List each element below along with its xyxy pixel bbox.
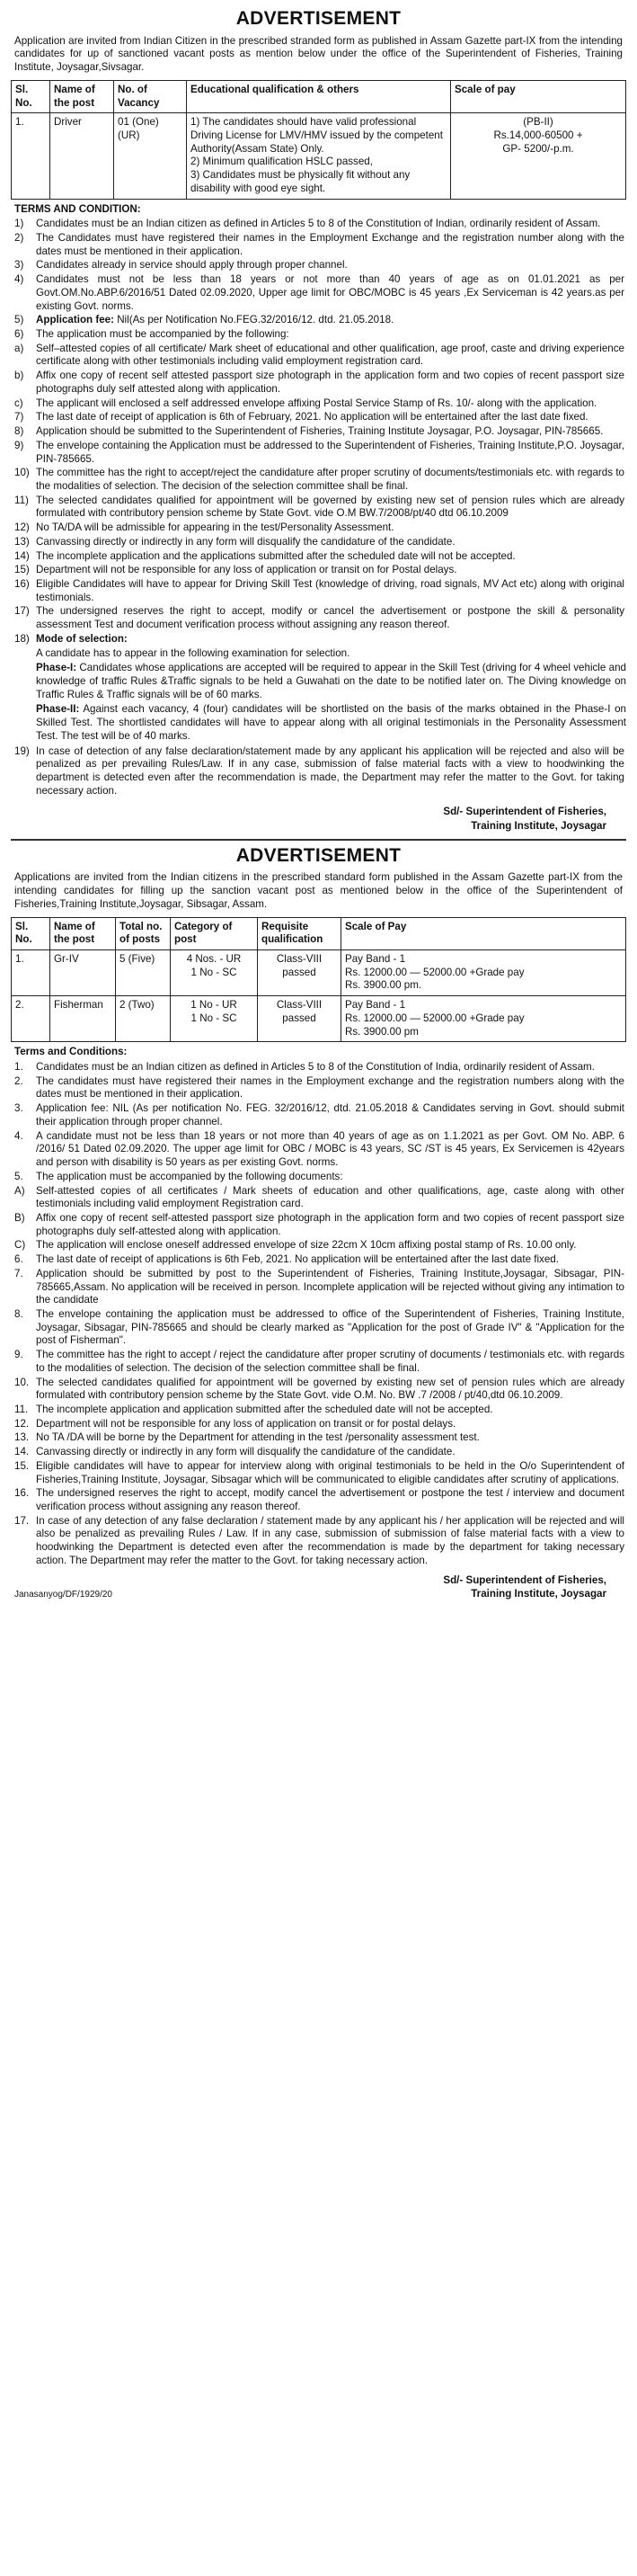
pay-line: Pay Band - 1 xyxy=(345,999,406,1012)
ad1-table-header xyxy=(12,80,626,112)
ad1-row-vacancy: 01 (One) (UR) xyxy=(114,113,187,199)
list-item xyxy=(11,397,624,411)
term-text: The application will enclose oneself addressed envelope of size 22cm X 10cm affixing postal stamp of Rs. 10.00 only. xyxy=(36,1239,577,1252)
sign-line: Sd/- Superintendent of Fisheries, xyxy=(443,806,606,818)
ad2-row-total: 2 (Two) xyxy=(116,996,171,1042)
term-number: 18) xyxy=(14,632,30,645)
term-number: b) xyxy=(14,370,24,382)
term-text: No TA /DA will be borne by the Department for attending in the test /personality assessment test. xyxy=(36,1431,480,1444)
term-number: 13. xyxy=(14,1431,30,1444)
term-text: In case of detection of any false declaration/statement made by any applicant his application will be rejected and also will be penalized as per prevailing Rules/Law. If in any case, submission of false material facts with a view to hoodwinking the department is detected even after the recommendation is made, the Department may refer the matter to the Govt. for taking necessary action. xyxy=(36,744,624,797)
ad1-vacancy-table xyxy=(11,80,626,200)
list-item xyxy=(11,370,624,396)
ad2-row-qualification xyxy=(258,996,341,1042)
term-number: 6. xyxy=(14,1253,23,1266)
qual-line: 1) The candidates should have valid professional Driving License for LMV/HMV issued by the competent Authority(Assam State) Only. xyxy=(190,116,443,155)
pay-line: Pay Band - 1 xyxy=(345,953,406,965)
ad2-col-qualification: Requisite qualification xyxy=(258,917,341,949)
term-text: The application must be accompanied by the following: xyxy=(36,328,289,341)
qual-line: passed xyxy=(282,1012,316,1024)
term-number: 13) xyxy=(14,535,30,548)
list-item xyxy=(11,314,624,327)
list-item xyxy=(11,1460,624,1486)
list-item xyxy=(11,343,624,369)
ad1-term-19 xyxy=(11,745,626,798)
ad1-row-sl: 1. xyxy=(12,113,50,199)
sign-line: Sd/- Superintendent of Fisheries, xyxy=(443,1573,606,1586)
ad2-row-sl: 2. xyxy=(12,996,50,1042)
list-item xyxy=(11,218,624,231)
term-text: The last date of receipt of application is 6th of February, 2021. No application will be entertained after the last date fixed. xyxy=(36,411,588,423)
phase-2-label: Phase-II: xyxy=(36,703,80,716)
term-text: The incomplete application and application submitted after the scheduled date will not be accepted. xyxy=(36,1404,493,1415)
term-text: Application should be submitted to the Superintendent of Fisheries, Training Institute Joysagar, P.O. Joysagar, PIN-785665. xyxy=(36,425,604,438)
advertisement-grade-iv-fisherman xyxy=(11,844,626,1601)
ad2-row-post: Gr-IV xyxy=(50,950,116,996)
term-text: Candidates must be an Indian citizen as defined in Articles 5 to 8 of the Constitution of India, ordinarily resident of Assam. xyxy=(36,1061,595,1074)
pay-line: Rs. 3900.00 pm xyxy=(345,1025,419,1038)
ad1-signature xyxy=(11,805,606,833)
term-number: 11) xyxy=(14,494,29,506)
ad2-row-qualification xyxy=(258,950,341,996)
term-text: The envelope containing the application must be addressed to office of the Superintendent of Fisheries, Training Institute, Joysagar, Sibsagar, PIN-785665 and should be clearly marked as "Application for the post of Grade IV" & "Application for the post of Fisherman". xyxy=(36,1307,624,1347)
term-text: The committee has the right to accept / reject the candidature after proper scrutiny of documents / testimonials etc. with regards to the modalities of selection. The decision of the selection committee shall be final. xyxy=(36,1349,624,1374)
term-number: 8. xyxy=(14,1307,23,1320)
ad1-col-pay: Scale of pay xyxy=(451,80,626,112)
list-item xyxy=(11,564,624,577)
term-number: 1) xyxy=(14,218,24,230)
ad1-terms-list xyxy=(11,218,626,646)
ad2-col-post: Name of the post xyxy=(50,917,116,949)
term-text: The selected candidates qualified for appointment will be governed by existing new set of pension rules which are already formulated with contributory pension scheme by State Govt. vide O.M BW.7/2008/pt/40 dtd 06.10.2009 xyxy=(36,494,624,520)
ad2-col-slno: Sl. No. xyxy=(12,917,50,949)
term-number: 3) xyxy=(14,259,24,272)
pay-line: Rs.14,000-60500 + xyxy=(493,129,583,141)
term-lead: Application fee: xyxy=(36,314,118,326)
advertisement-driver xyxy=(11,7,626,833)
term-text xyxy=(36,633,624,646)
pay-line: GP- 5200/-p.m. xyxy=(502,142,574,155)
list-item xyxy=(11,495,624,521)
phase-2 xyxy=(36,703,626,743)
term-number: 8) xyxy=(14,425,24,438)
term-text: Self-attested copies of all certificates / Mark sheets of education and other qualifications, age, caste along with other testimonials including valid employment Registration card. xyxy=(36,1184,624,1210)
term-text: Canvassing directly or indirectly in any form will disqualify the candidature of the candidate. xyxy=(36,535,456,548)
list-item xyxy=(11,1130,624,1170)
sign-line: Training Institute, Joysagar xyxy=(471,1588,606,1600)
table-row xyxy=(12,996,626,1042)
ad1-col-qualification: Educational qualification & others xyxy=(187,80,451,112)
ad2-row-post: Fisherman xyxy=(50,996,116,1042)
table-row xyxy=(12,950,626,996)
ad2-row-pay xyxy=(341,996,626,1042)
term-number: 4. xyxy=(14,1129,23,1142)
list-item xyxy=(11,1239,624,1252)
reference-number: Janasanyog/DF/1929/20 xyxy=(14,1590,112,1600)
qual-line: Class-VIII xyxy=(276,953,323,965)
list-item xyxy=(11,1431,624,1445)
term-number: 14. xyxy=(14,1446,30,1458)
ad2-col-category: Category of post xyxy=(171,917,258,949)
list-item xyxy=(11,1102,624,1128)
sign-line: Training Institute, Joysagar xyxy=(471,820,606,833)
list-item xyxy=(11,1487,624,1513)
term-text: The last date of receipt of applications is 6th Feb, 2021. No application will be entertained after the last date fixed. xyxy=(36,1253,559,1266)
term-number: 17) xyxy=(14,605,30,618)
pay-line: (PB-II) xyxy=(523,116,553,129)
list-item xyxy=(11,578,624,604)
term-number: 15. xyxy=(14,1459,30,1472)
ad1-row-post: Driver xyxy=(50,113,114,199)
ad2-footer xyxy=(14,1573,623,1601)
term-text: Self–attested copies of all certificate/ Mark sheet of educational and other qualification, age proof, caste and driving experience certificate along with other testimonials including valid employment registration card. xyxy=(36,342,624,368)
qual-line: Class-VIII xyxy=(276,999,323,1012)
term-text: Application should be submitted by post to the Superintendent of Fisheries, Training Institute,Joysagar, Sibsagar, PIN-785665,Assam. No application will be received in person. Incomplete application will be rejected without giving any intimation to the candidate xyxy=(36,1267,624,1306)
list-item xyxy=(11,633,624,646)
phase-2-text: Against each vacancy, 4 (four) candidates will be shortlisted on the basis of the marks obtained in the Phase-I on Skilled Test. The shortlisted candidates will have to appear along with all original testimonials in the Personality Assessment Test. The test will be of 40 marks. xyxy=(36,703,626,742)
term-number: a) xyxy=(14,342,24,354)
advertisement-page xyxy=(11,0,626,1601)
list-item xyxy=(11,1268,624,1307)
term-number: 11. xyxy=(14,1404,29,1415)
list-item xyxy=(11,1185,624,1211)
term-text: A candidate must not be less than 18 years or not more than 40 years of age as on 1.1.2021 as per Govt. OM No. ABP. 6 /2016/ 51 Dated 02.09.2020. The upper age limit for OBC / MOBC is 43 years, SC /ST is 45 years, Ex Servicemen is 42years and person with disability is 50 years as per existing Govt. norms. xyxy=(36,1129,624,1169)
list-item xyxy=(11,605,624,631)
term-number: 10. xyxy=(14,1376,30,1388)
term-text: Department will not be responsible for any loss of application on transit or for postal delays. xyxy=(36,1417,456,1430)
ad1-col-vacancy: No. of Vacancy xyxy=(114,80,187,112)
term-number: A) xyxy=(14,1184,25,1197)
list-item xyxy=(11,1418,624,1431)
list-item xyxy=(11,1061,624,1074)
list-item xyxy=(11,1171,624,1184)
term-number: 5. xyxy=(14,1170,23,1182)
list-item xyxy=(11,273,624,313)
ad2-row-total: 5 (Five) xyxy=(116,950,171,996)
category-line: 4 Nos. - UR xyxy=(186,953,242,965)
pay-line: Rs. 12000.00 — 52000.00 +Grade pay xyxy=(345,1012,525,1024)
term-text: Candidates already in service should apply through proper channel. xyxy=(36,259,348,272)
list-item xyxy=(11,1075,624,1101)
term-text: The undersigned reserves the right to accept, modify or cancel the advertisement or postpone the skill & personality assessment Test and document verification process without assigning any reason thereof. xyxy=(36,605,624,631)
ad2-signature xyxy=(443,1573,606,1601)
term-number: 17. xyxy=(14,1514,30,1527)
term-number: 10) xyxy=(14,467,30,479)
term-text: Eligible Candidates will have to appear for Driving Skill Test (knowledge of driving, road signals, MV Act etc) along with original testimonials. xyxy=(36,577,624,603)
phase-1-text: Candidates whose applications are accepted will be required to appear in the Skill Test (driving for 4 wheel vehicle and knowledge of traffic Rules &Traffic signals to be held a Guwahati on the date to be notified later on. The Diving knowledge on Traffic Rules & Traffic signals will be of 60 marks. xyxy=(36,662,626,700)
term-text: The Candidates must have registered their names in the Employment Exchange and the registration number along with the dates must be mentioned in their application. xyxy=(36,232,624,257)
qual-line: passed xyxy=(282,966,316,978)
ad1-row-qualification xyxy=(187,113,451,199)
ad2-intro: Applications are invited from the Indian citizens in the prescribed standard form published in the Assam Gazette part-IX from the intending candidates for filling up the sanction vacant post as mentioned below in the office of the Superintendent of Fisheries,Training Institute,Joysagar, Sibsagar, Assam. xyxy=(14,871,623,910)
term-text: Canvassing directly or indirectly in any form will disqualify the candidature of the candidate. xyxy=(36,1446,456,1458)
list-item xyxy=(11,1446,624,1459)
ad1-title: ADVERTISEMENT xyxy=(235,8,402,29)
phase-1 xyxy=(36,662,626,701)
term-text: Candidates must not be less than 18 years or not more than 40 years of age as on 01.01.2021 as per Govt.OM.No.ABP.6/2016/51 Dated 02.09.2020, Upper age limit for OBC/MOBC is 45 years ,Ex Serviceman is 42 years.as per existing Govt. norms. xyxy=(36,273,624,312)
term-number: 5) xyxy=(14,314,24,326)
term-text: Affix one copy of recent self-attested passport size photograph in the application form and two copies of recent passport size photographs duly self-attested along with application. xyxy=(36,1211,624,1237)
list-item xyxy=(11,521,624,535)
term-text: Affix one copy of recent self attested passport size photograph in the application form and two copies of recent passport size photographs duly self attested along with application. xyxy=(36,370,624,395)
term-text: Candidates must be an Indian citizen as defined in Articles 5 to 8 of the Constitution of Indian, ordinarily resident of Assam. xyxy=(36,218,601,230)
term-number: 6) xyxy=(14,328,24,341)
list-item xyxy=(11,536,624,549)
term-number: 16. xyxy=(14,1487,30,1500)
list-item xyxy=(11,467,624,493)
term-text: The selected candidates qualified for appointment will be governed by existing new set of pension rules which are already formulated with contributory pension scheme by the State Govt. vide O.M. No. BW .7 /2008 / pt/40,dtd 06.10.2009. xyxy=(36,1376,624,1402)
list-item xyxy=(11,440,624,466)
ad2-row-category xyxy=(171,996,258,1042)
pay-line: Rs. 3900.00 pm. xyxy=(345,979,422,992)
term-text: The incomplete application and the applications submitted after the scheduled date will not be accepted. xyxy=(36,549,516,562)
phase-1-label: Phase-I: xyxy=(36,662,77,674)
term-body: Nil(As per Notification No.FEG.32/2016/12. dtd. 21.05.2018. xyxy=(117,314,394,326)
list-item xyxy=(11,232,624,258)
term-number: 9) xyxy=(14,439,24,451)
qual-line: 2) Minimum qualification HSLC passed, xyxy=(190,156,373,168)
category-line: 1 No - SC xyxy=(190,966,237,978)
list-item xyxy=(11,1212,624,1238)
ad2-row-pay xyxy=(341,950,626,996)
list-item xyxy=(11,259,624,272)
term-number: 2) xyxy=(14,232,24,244)
ad2-vacancy-table xyxy=(11,917,626,1043)
list-item xyxy=(11,550,624,564)
term-text: No TA/DA will be admissible for appearing in the test/Personality Assessment. xyxy=(36,521,394,534)
category-line: 1 No - SC xyxy=(190,1012,237,1024)
term-number: 19) xyxy=(14,744,30,757)
term-text: The undersigned reserves the right to accept, modify cancel the advertisement or postpone the test / interview and document verification process without assigning any reason thereof. xyxy=(36,1487,624,1513)
ad1-col-post: Name of the post xyxy=(50,80,114,112)
list-item xyxy=(11,1515,624,1568)
term-number: 4) xyxy=(14,273,24,286)
term-text: Application fee: NIL (As per notification No. FEG. 32/2016/12, dtd. 21.05.2018 & Candidates serving in Govt. should submit their application through proper channel. xyxy=(36,1102,624,1128)
list-item xyxy=(11,411,624,424)
term-number: 7) xyxy=(14,411,24,423)
list-item xyxy=(11,1377,624,1403)
term-number: B) xyxy=(14,1211,25,1224)
term-text: Department will not be responsible for any loss of application or transit on for Postal delays. xyxy=(36,564,457,576)
ad2-row-category xyxy=(171,950,258,996)
ad2-col-pay: Scale of Pay xyxy=(341,917,626,949)
list-item xyxy=(11,328,624,342)
list-item xyxy=(11,425,624,439)
term-number: 3. xyxy=(14,1102,23,1115)
ad2-row-sl: 1. xyxy=(12,950,50,996)
term-number: c) xyxy=(14,397,23,409)
list-item xyxy=(11,1253,624,1267)
term-number: 14) xyxy=(14,549,30,562)
term-number: 15) xyxy=(14,564,30,576)
term-number: 1. xyxy=(14,1061,23,1074)
ad1-col-slno: Sl. No. xyxy=(12,80,50,112)
term-lead: Mode of selection: xyxy=(36,632,128,645)
term-number: 9. xyxy=(14,1349,23,1361)
term-text: In case of any detection of any false declaration / statement made by any applicant his / her application will be rejected and will also be penalized as prevailing Rules / Law. If in any case, submission of submission of false material facts with a view to hoodwinking the Department is detected even after the recommendation is made by the department for taking necessary action. The Department may refer the matter to the Govt. for taking necessary action. xyxy=(36,1514,624,1566)
term-text: The candidates must have registered their names in the Employment exchange and the registration numbers along with the dates must be mentioned in their application. xyxy=(36,1074,624,1101)
ad2-col-total: Total no. of posts xyxy=(116,917,171,949)
ad2-title: ADVERTISEMENT xyxy=(235,844,402,866)
term-number: 12) xyxy=(14,521,30,534)
list-item xyxy=(11,1404,624,1417)
ad2-terms-heading: Terms and Conditions: xyxy=(14,1046,128,1058)
table-row xyxy=(12,113,626,199)
selection-intro: A candidate has to appear in the following examination for selection. xyxy=(36,646,350,659)
term-text: The application must be accompanied by the following documents: xyxy=(36,1170,343,1182)
ad1-terms-heading: TERMS AND CONDITION: xyxy=(14,202,141,215)
term-text xyxy=(36,314,624,327)
ad1-row-pay xyxy=(451,113,626,199)
ad1-intro: Application are invited from Indian Citizen in the prescribed stranded form as published in Assam Gazette part-IX from the intending candidates for up of sanctioned vacant posts as mention below under the office of the Superintendent of Fisheries, Training Institute, Joysagar,Sivsagar. xyxy=(14,34,623,74)
ad2-table-header xyxy=(12,917,626,949)
term-text: The committee has the right to accept/reject the candidature after proper scrutiny of documents/testimonials etc. with regards to the modalities of selection. The decision of the selection committee shall be final. xyxy=(36,467,624,492)
term-number: 2. xyxy=(14,1074,23,1087)
list-item xyxy=(11,1349,624,1375)
list-item xyxy=(11,745,624,798)
term-number: 12. xyxy=(14,1417,30,1430)
term-text: The applicant will enclosed a self addressed envelope affixing Postal Service Stamp of Rs. 10/- along with the application. xyxy=(36,397,597,409)
term-number: C) xyxy=(14,1239,26,1252)
list-item xyxy=(11,1308,624,1348)
term-number: 16) xyxy=(14,577,30,590)
section-divider xyxy=(11,839,626,841)
term-text: Eligible candidates will have to appear for interview along with original testimonials to be held in the O/o Superintendent of Fisheries,Training Institute, Joysagar, Sibsagar which will be communicated to eligible candidates after scrutiny of applications. xyxy=(36,1459,624,1485)
ad2-terms-list xyxy=(11,1061,626,1568)
qual-line: 3) Candidates must be physically fit without any disability with good eye sight. xyxy=(190,169,411,194)
term-number: 7. xyxy=(14,1267,23,1279)
category-line: 1 No - UR xyxy=(190,999,237,1012)
pay-line: Rs. 12000.00 — 52000.00 +Grade pay xyxy=(345,966,525,978)
term-text: The envelope containing the Application must be addressed to the Superintendent of Fisheries, Training Institute,P.O. Joysagar, PIN-785665. xyxy=(36,439,624,465)
